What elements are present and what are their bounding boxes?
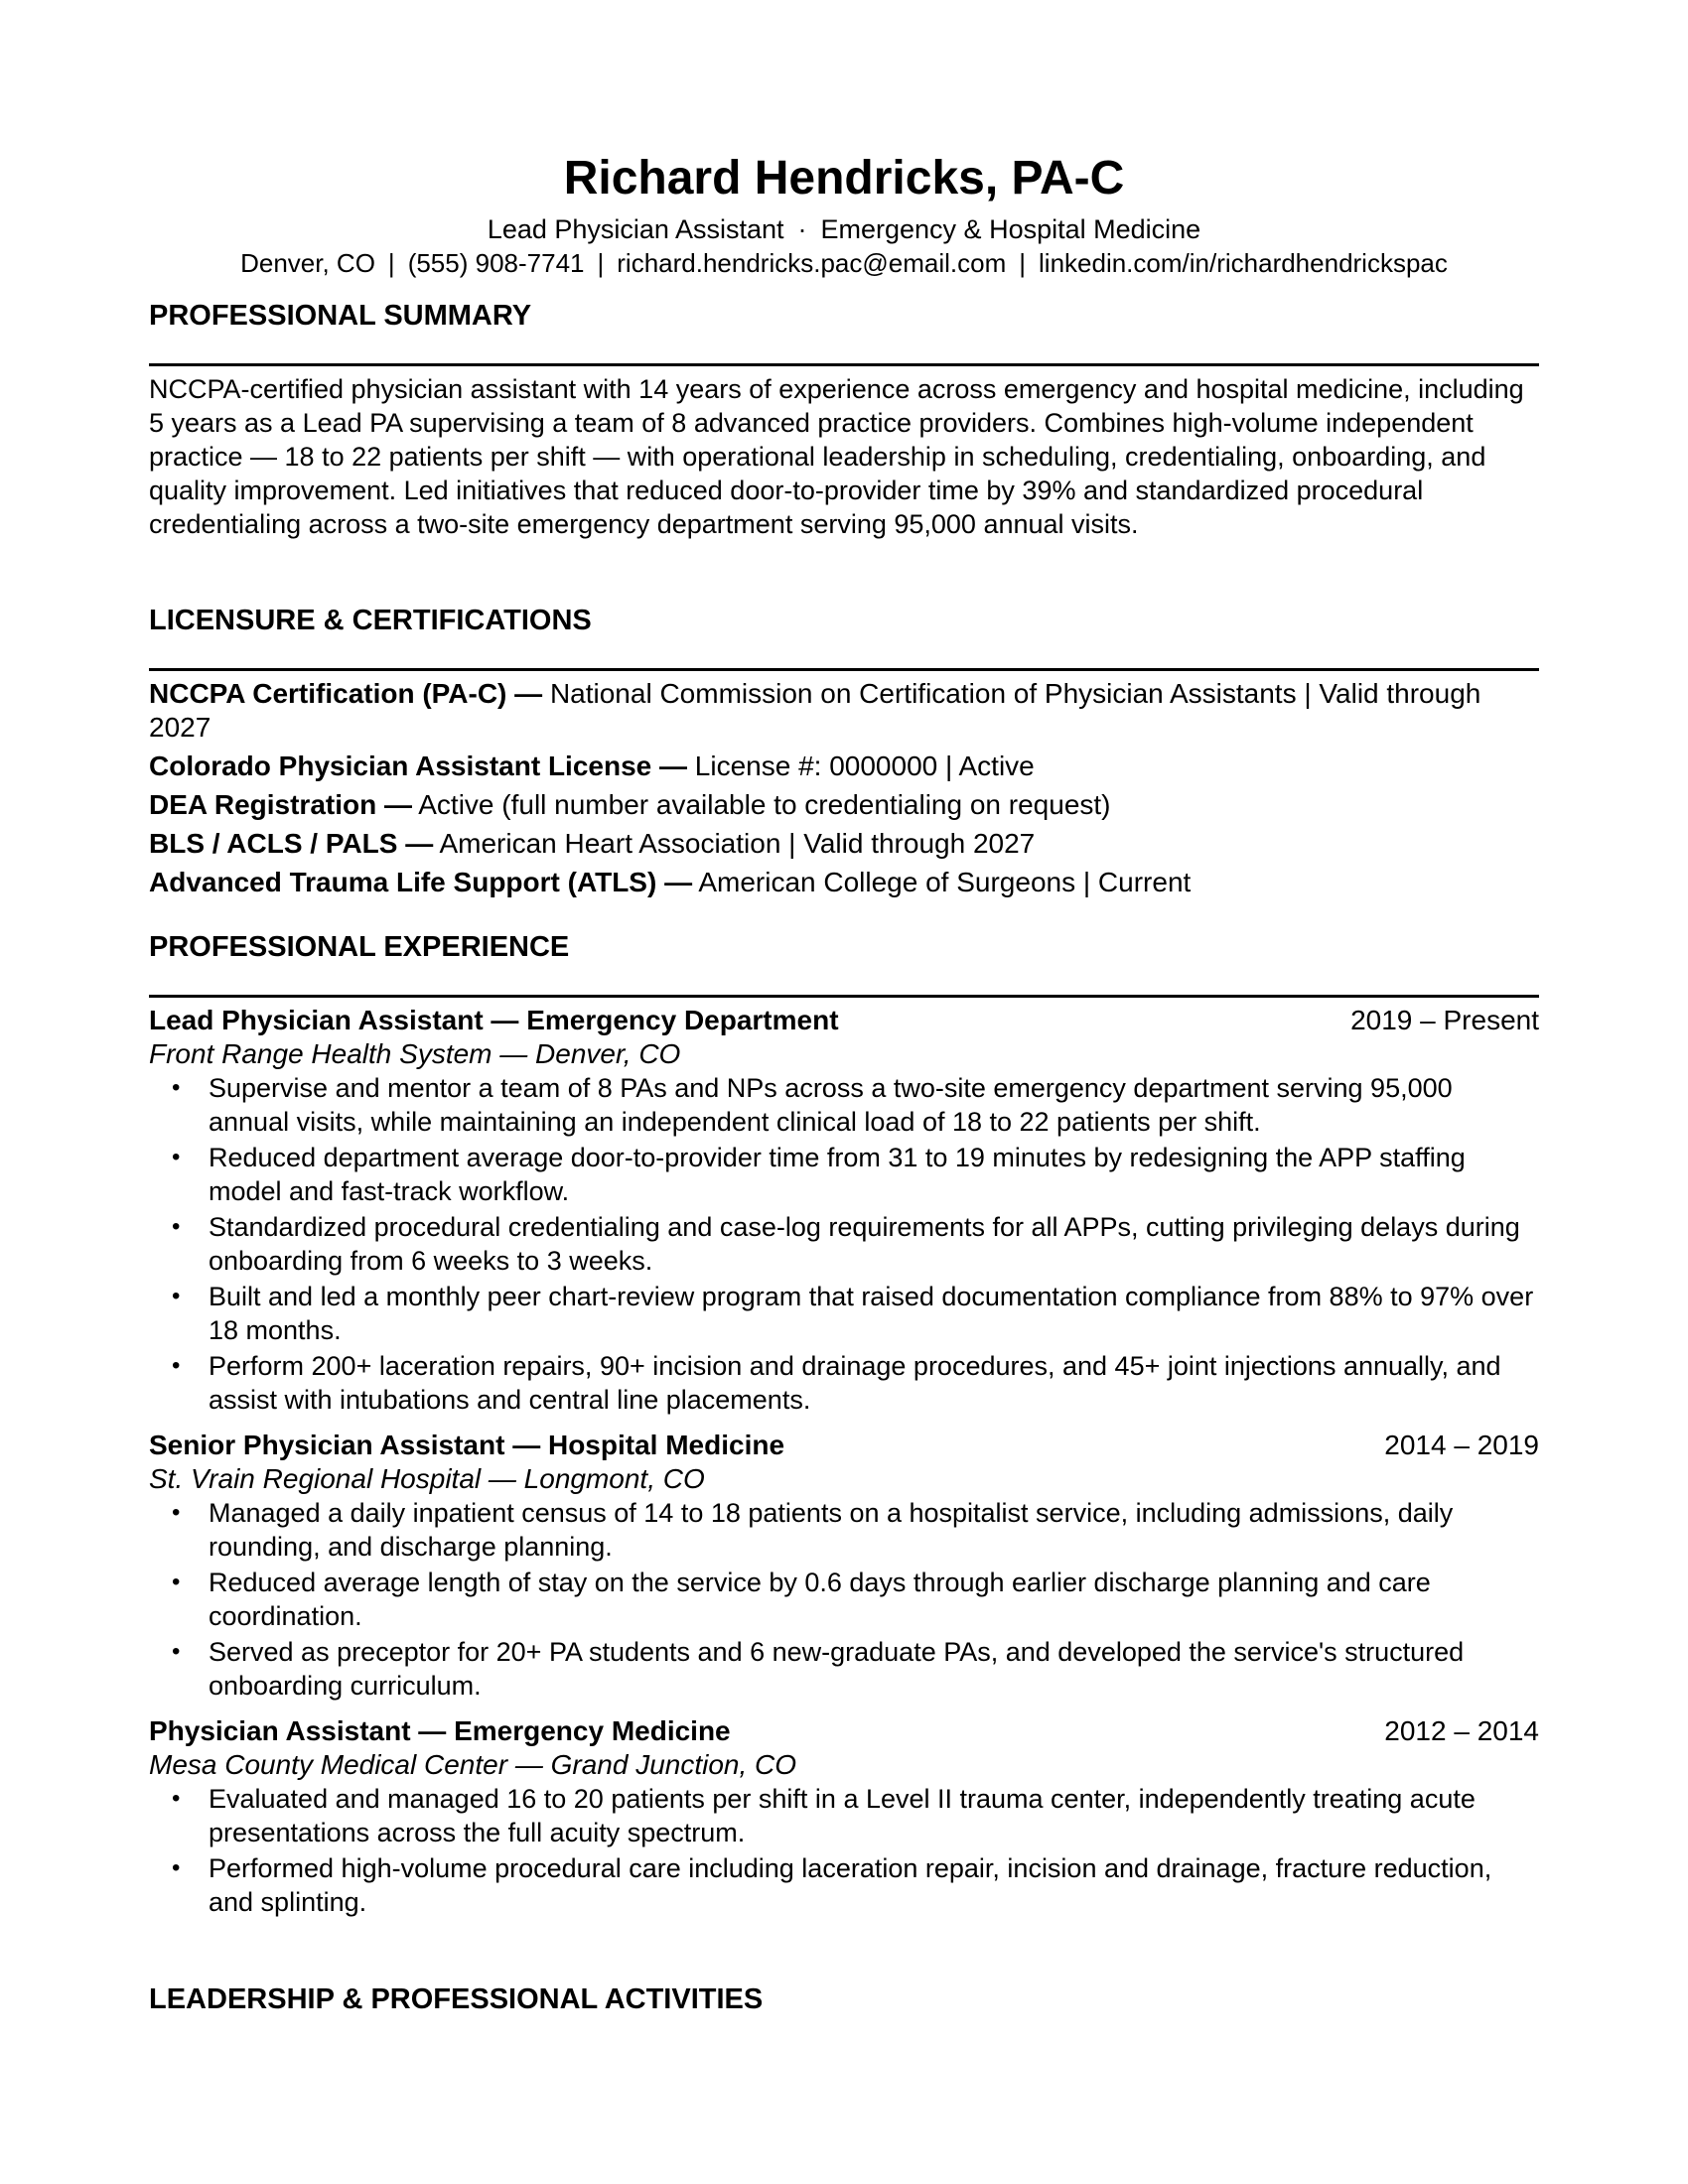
contact-separator: | [1019,248,1027,278]
contact-separator: | [597,248,605,278]
cert-item [149,677,1539,745]
job-entry [149,1714,1539,1919]
section-divider [149,363,1539,366]
job-title: Physician Assistant — Emergency Medicine [149,1715,731,1746]
headline-separator: · [797,214,807,244]
job-bullet [149,1635,1539,1703]
bullet-icon: • [172,1638,181,1665]
job-bullet [149,1210,1539,1278]
summary-text: NCCPA-certified physician assistant with 14 years of experience across emergency and hospital medicine, including 5 years as a Lead PA supervising a team of 8 advanced practice providers. Combines high-volume independent practice — 18 to 22 patients per shift — with operational leadership in scheduling, credentialing, onboarding, and quality improvement. Led initiatives that reduced door-to-provider time by 39% and standardized procedural credentialing across a two-site emergency department serving 95,000 annual visits. [149,374,1524,539]
headline-specialty: Emergency & Hospital Medicine [820,214,1201,244]
bullet-icon: • [172,1785,181,1812]
job-bullet [149,1782,1539,1849]
bullet-icon: • [172,1283,181,1309]
contact-separator: | [387,248,395,278]
job-bullets [149,1782,1539,1919]
cert-detail: License #: 0000000 | Active [694,751,1035,781]
cert-name: NCCPA Certification (PA-C) — [149,678,543,709]
cert-name: Advanced Trauma Life Support (ATLS) — [149,867,693,897]
leadership-heading: LEADERSHIP & PROFESSIONAL ACTIVITIES [149,1983,764,2015]
bullet-text: Standardized procedural credentialing and case-log requirements for all APPs, cutting privileging delays during onboarding from 6 weeks to 3 weeks. [209,1212,1520,1276]
cert-item [149,788,1539,822]
contact-phone: (555) 908-7741 [407,248,585,278]
bullet-text: Performed high-volume procedural care including laceration repair, incision and drainage, fracture reduction, and splinting. [209,1853,1492,1917]
job-bullet [149,1349,1539,1417]
bullet-text: Reduced average length of stay on the service by 0.6 days through earlier discharge planning and care coordination. [209,1568,1431,1631]
bullet-icon: • [172,1213,181,1240]
bullet-text: Supervise and mentor a team of 8 PAs and NPs across a two-site emergency department serving 95,000 annual visits, while maintaining an independent clinical load of 18 to 22 patients per shift. [209,1073,1453,1137]
bullet-text: Served as preceptor for 20+ PA students and 6 new-graduate PAs, and developed the service's structured onboarding curriculum. [209,1637,1465,1701]
cert-detail: National Commission on Certification of Physician Assistants | Valid through 2027 [149,678,1481,743]
bullet-text: Managed a daily inpatient census of 14 to 18 patients on a hospitalist service, including admissions, daily rounding, and discharge planning. [209,1498,1454,1562]
summary-heading: PROFESSIONAL SUMMARY [149,300,532,332]
job-title: Lead Physician Assistant — Emergency Department [149,1005,839,1035]
cert-detail: American College of Surgeons | Current [698,867,1192,897]
cert-item [149,827,1539,861]
job-entry [149,1429,1539,1703]
bullet-icon: • [172,1074,181,1101]
contact-location: Denver, CO [240,248,375,278]
cert-name: BLS / ACLS / PALS — [149,828,434,859]
job-bullet [149,1851,1539,1919]
bullet-text: Reduced department average door-to-provider time from 31 to 19 minutes by redesigning the APP staffing model and fast-track workflow. [209,1143,1466,1206]
cert-item [149,866,1539,899]
contact-email[interactable]: richard.hendricks.pac@email.com [617,248,1007,278]
job-header [149,1714,1539,1748]
licensure-heading: LICENSURE & CERTIFICATIONS [149,605,592,636]
job-dates: 2019 – Present [1350,1005,1539,1035]
job-bullets [149,1071,1539,1417]
summary-section [149,298,1539,541]
experience-section [149,929,1539,1931]
bullet-icon: • [172,1569,181,1595]
job-dates: 2012 – 2014 [1384,1715,1539,1746]
contact-line [149,246,1539,280]
job-list [149,1004,1539,1919]
job-bullet [149,1280,1539,1347]
job-bullet [149,1141,1539,1208]
bullet-text: Perform 200+ laceration repairs, 90+ incision and drainage procedures, and 45+ joint injections annually, and assist with intubations and central line placements. [209,1351,1501,1415]
cert-name: Colorado Physician Assistant License — [149,751,688,781]
job-organization: Mesa County Medical Center — Grand Junction, CO [149,1749,797,1780]
cert-item [149,750,1539,783]
headline [149,212,1539,246]
job-bullet [149,1071,1539,1139]
contact-linkedin[interactable]: linkedin.com/in/richardhendrickspac [1039,248,1448,278]
bullet-icon: • [172,1854,181,1881]
job-organization: Front Range Health System — Denver, CO [149,1038,681,1069]
job-dates: 2014 – 2019 [1384,1430,1539,1460]
section-divider [149,995,1539,998]
job-bullets [149,1496,1539,1703]
leadership-section [149,1981,1539,2017]
job-bullet [149,1566,1539,1633]
cert-name: DEA Registration — [149,789,412,820]
cert-detail: American Heart Association | Valid through 2027 [439,828,1036,859]
licensure-section [149,603,1539,904]
bullet-text: Evaluated and managed 16 to 20 patients per shift in a Level II trauma center, independently treating acute presentations across the full acuity spectrum. [209,1784,1476,1847]
job-bullet [149,1496,1539,1564]
job-header [149,1004,1539,1037]
section-divider [149,668,1539,671]
bullet-icon: • [172,1352,181,1379]
bullet-icon: • [172,1499,181,1526]
job-organization: St. Vrain Regional Hospital — Longmont, CO [149,1463,705,1494]
job-title: Senior Physician Assistant — Hospital Medicine [149,1430,785,1460]
job-header [149,1429,1539,1462]
bullet-icon: • [172,1144,181,1170]
bullet-text: Built and led a monthly peer chart-review program that raised documentation compliance from 88% to 97% over 18 months. [209,1282,1534,1345]
job-entry [149,1004,1539,1417]
cert-detail: Active (full number available to credentialing on request) [418,789,1111,820]
cert-list [149,677,1539,899]
candidate-name: Richard Hendricks, PA-C [563,152,1125,205]
experience-heading: PROFESSIONAL EXPERIENCE [149,931,570,963]
headline-title: Lead Physician Assistant [487,214,784,244]
